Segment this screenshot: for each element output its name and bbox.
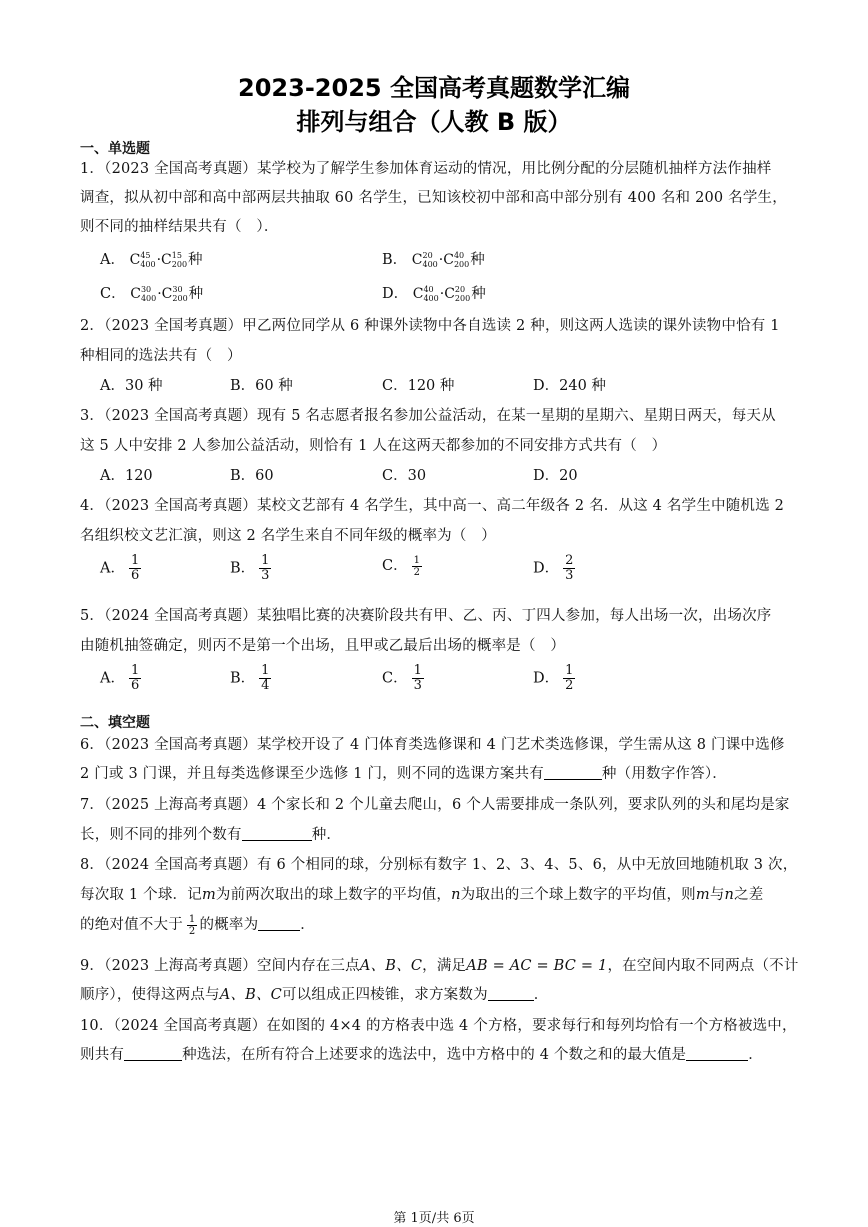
q4-option-b[interactable]: B． $\frac{1}{3}$: [230, 553, 270, 583]
q1-line1: 1．（2023 全国高考真题）某学校为了解学生参加体育运动的情况，用比例分配的分层随机抽样方法作抽样: [80, 161, 772, 177]
q3-line2: 这 5 人中安排 2 人参加公益活动，则恰有 1 人在这两天都参加的不同安排方式共有（ ）: [80, 438, 667, 454]
q10-answer-blank-1[interactable]: [124, 1046, 182, 1061]
q1-line2: 调查，拟从初中部和高中部两层共抽取 60 名学生，已知该校初中部和高中部分别有 400 名和 200 名学生，: [80, 190, 787, 206]
q3-option-c[interactable]: C．30: [382, 468, 427, 484]
section-heading-single-choice: 一、单选题: [80, 141, 150, 157]
q4-option-d[interactable]: D． $\frac{2}{3}$: [533, 553, 574, 583]
q10-line2: 则共有 种选法，在所有符合上述要求的选法中，选中方格中的 4 个数之和的最大值是 ．: [80, 1047, 763, 1063]
q2-line1: 2．（2023 全国考真题）甲乙两位同学从 6 种课外读物中各自选读 2 种，则这两人选读的课外读物中恰有 1: [80, 318, 780, 334]
q1-line3: 则不同的抽样结果共有（ ）．: [80, 219, 279, 235]
q4-line1: 4．（2023 全国高考真题）某校文艺部有 4 名学生，其中高一、高二年级各 2 名．从这 4 名学生中随机选 2: [80, 498, 785, 514]
q9-line2: 顺序），使得这两点与A、B、C可以组成正四棱锥，求方案数为 ．: [80, 987, 549, 1003]
q3-option-b[interactable]: B．60: [230, 468, 274, 484]
q3-option-a[interactable]: A．120: [100, 468, 153, 484]
q2-option-d[interactable]: D．240 种: [533, 378, 606, 394]
q7-line2: 长，则不同的排列个数有 种．: [80, 827, 342, 843]
q7-answer-blank[interactable]: [242, 826, 312, 841]
q3-line1: 3．（2023 全国高考真题）现有 5 名志愿者报名参加公益活动，在某一星期的星期六、星期日两天，每天从: [80, 408, 776, 424]
q2-option-b[interactable]: B．60 种: [230, 378, 293, 394]
q2-line2: 种相同的选法共有（ ）: [80, 348, 242, 364]
q8-line3: 的绝对值不大于 $\frac{1}{2}$ 的概率为 ．: [80, 913, 315, 937]
q5-option-a[interactable]: A． $\frac{1}{6}$: [100, 663, 140, 693]
q4-option-c[interactable]: C． $\frac{1}{2}$: [382, 554, 420, 578]
q6-answer-blank[interactable]: [544, 765, 602, 780]
q1-option-a[interactable]: A． C 45 400 ·C 15 200 种: [100, 251, 203, 269]
doc-title-line1: 2023-2025 全国高考真题数学汇编: [238, 74, 630, 102]
doc-title-line2: 排列与组合（人教 B 版）: [296, 108, 572, 136]
q3-option-d[interactable]: D．20: [533, 468, 578, 484]
section-heading-fill-in: 二、填空题: [80, 715, 150, 731]
q9-line1: 9．（2023 上海高考真题）空间内存在三点A、B、C，满足AB = AC = BC = 1，在空间内取不同两点（不计: [80, 958, 799, 974]
q8-answer-blank[interactable]: [258, 916, 300, 931]
q1-option-c[interactable]: C． C 30 400 ·C 30 200 种: [100, 285, 204, 303]
q6-line1: 6．（2023 全国高考真题）某学校开设了 4 门体育类选修课和 4 门艺术类选修课，学生需从这 8 门课中选修: [80, 737, 785, 753]
page-footer: 第 1页/共 6页: [393, 1211, 475, 1226]
q1-option-b[interactable]: B． C 20 400 ·C 40 200 种: [382, 251, 485, 269]
q5-option-b[interactable]: B． $\frac{1}{4}$: [230, 663, 270, 693]
q4-option-a[interactable]: A． $\frac{1}{6}$: [100, 553, 140, 583]
q2-option-c[interactable]: C．120 种: [382, 378, 455, 394]
q5-option-d[interactable]: D． $\frac{1}{2}$: [533, 663, 574, 693]
q10-line1: 10．（2024 全国高考真题）在如图的 4×4 的方格表中选 4 个方格，要求每行和每列均恰有一个方格被选中，: [80, 1018, 797, 1034]
q4-line2: 名组织校文艺汇演，则这 2 名学生来自不同年级的概率为（ ）: [80, 528, 496, 544]
q8-line1: 8．（2024 全国高考真题）有 6 个相同的球，分别标有数字 1、2、3、4、5、6，从中无放回地随机取 3 次，: [80, 857, 798, 873]
q10-answer-blank-2[interactable]: [686, 1046, 748, 1061]
q2-option-a[interactable]: A．30 种: [100, 378, 163, 394]
q5-line2: 由随机抽签确定，则丙不是第一个出场，且甲或乙最后出场的概率是（ ）: [80, 638, 566, 654]
q7-line1: 7．（2025 上海高考真题）4 个家长和 2 个儿童去爬山，6 个人需要排成一条队列，要求队列的头和尾均是家: [80, 797, 790, 813]
q8-line2: 每次取 1 个球．记m为前两次取出的球上数字的平均值，n为取出的三个球上数字的平均值，则m与n之差: [80, 887, 764, 903]
q5-line1: 5．（2024 全国高考真题）某独唱比赛的决赛阶段共有甲、乙、丙、丁四人参加，每人出场一次，出场次序: [80, 608, 772, 624]
q5-option-c[interactable]: C． $\frac{1}{3}$: [382, 663, 422, 693]
q6-line2: 2 门或 3 门课，并且每类选修课至少选修 1 门，则不同的选课方案共有 种（用数字作答）．: [80, 766, 727, 782]
q1-option-d[interactable]: D． C 40 400 ·C 20 200 种: [382, 285, 486, 303]
q9-answer-blank[interactable]: [488, 986, 534, 1001]
